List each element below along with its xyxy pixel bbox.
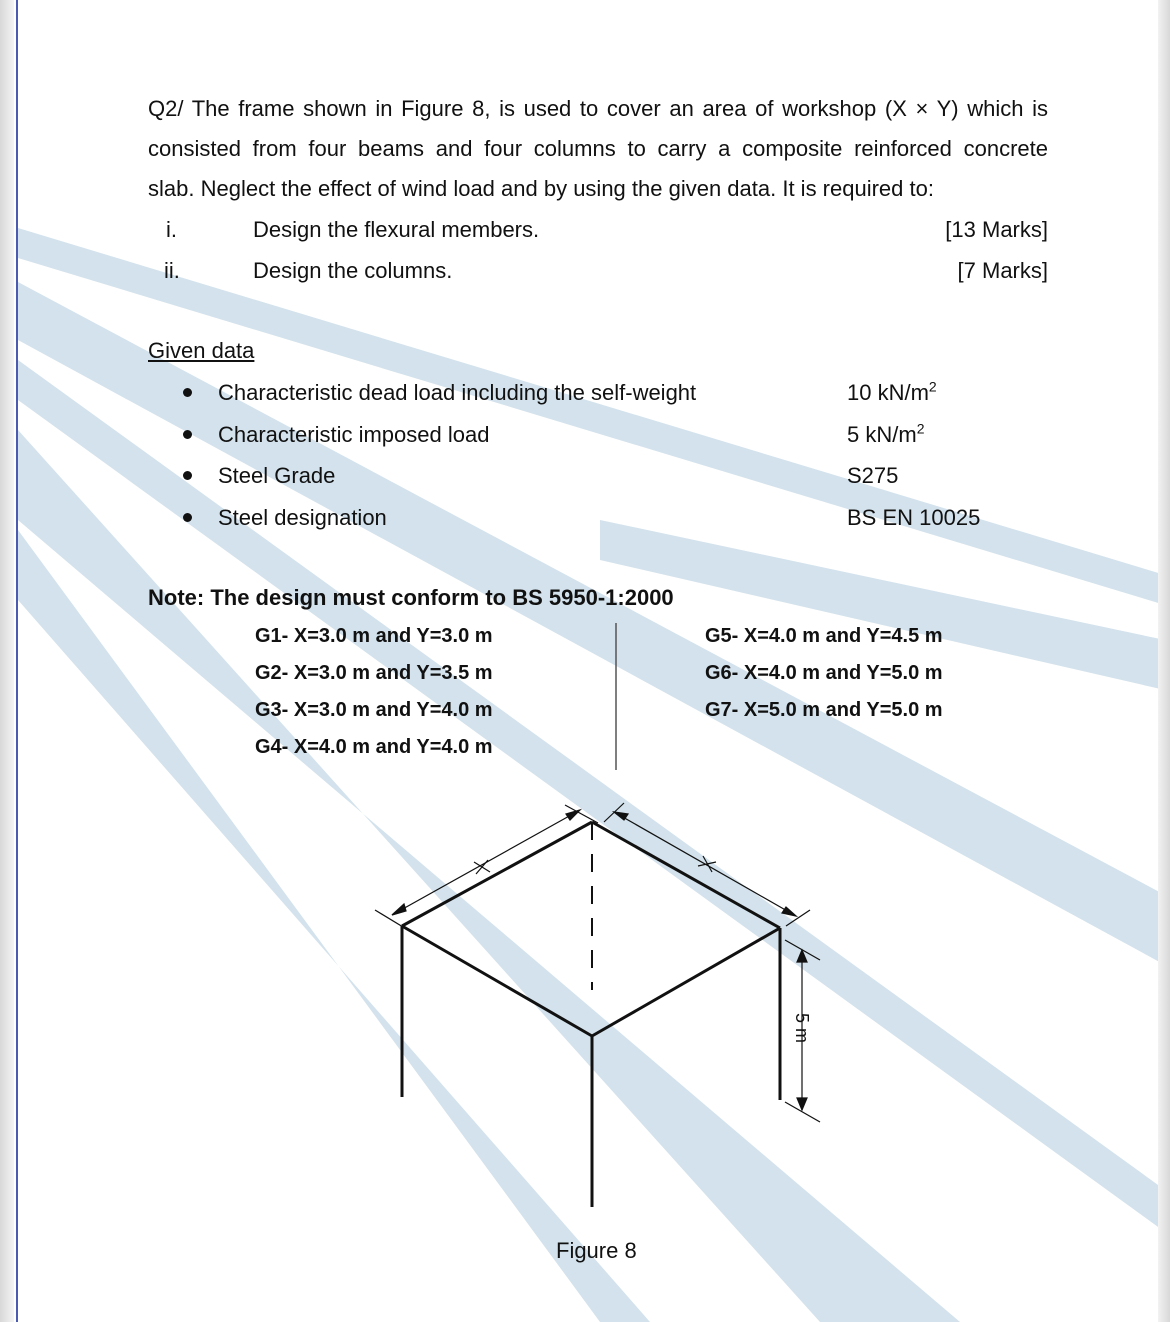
group-g1: G1- X=3.0 m and Y=3.0 m bbox=[255, 625, 493, 647]
group-g6: G6- X=4.0 m and Y=5.0 m bbox=[705, 662, 943, 684]
group-g7: G7- X=5.0 m and Y=5.0 m bbox=[705, 699, 943, 721]
beam-left-front bbox=[402, 926, 592, 1036]
x-arrow-right bbox=[566, 810, 580, 820]
group-g2: G2- X=3.0 m and Y=3.5 m bbox=[255, 662, 493, 684]
given-item-1-sup: 2 bbox=[928, 378, 937, 395]
given-item-3-value: S275 bbox=[847, 463, 899, 488]
y-arrow-bottom bbox=[782, 907, 796, 916]
given-data-heading: Given data bbox=[148, 338, 255, 363]
x-extension-tick-1 bbox=[375, 910, 408, 930]
height-arrow-bottom bbox=[797, 1098, 807, 1110]
given-item-4-value: BS EN 10025 bbox=[847, 505, 981, 530]
given-item-1-value-text: 10 kN/m bbox=[847, 380, 929, 405]
given-item-2-sup: 2 bbox=[916, 420, 925, 437]
task-1-number: i. bbox=[166, 217, 177, 242]
given-item-3-label: Steel Grade bbox=[218, 463, 336, 488]
design-note: Note: The design must conform to BS 5950-1:2000 bbox=[148, 585, 674, 610]
task-2-text: Design the columns. bbox=[253, 258, 453, 283]
task-2-number: ii. bbox=[164, 258, 180, 283]
given-item-2-value-text: 5 kN/m bbox=[847, 422, 917, 447]
given-item-4-label: Steel designation bbox=[218, 505, 387, 530]
beam-left-back bbox=[402, 822, 592, 926]
height-label: 5 m bbox=[792, 1013, 812, 1044]
beam-right-front bbox=[592, 928, 780, 1036]
given-item-2-label: Characteristic imposed load bbox=[218, 422, 490, 447]
x-arrow-left bbox=[392, 904, 406, 915]
task-1-text: Design the flexural members. bbox=[253, 217, 540, 242]
group-g4: G4- X=4.0 m and Y=4.0 m bbox=[255, 736, 493, 758]
beam-right-back bbox=[592, 822, 780, 928]
group-g5: G5- X=4.0 m and Y=4.5 m bbox=[705, 625, 943, 647]
task-2-marks: [7 Marks] bbox=[957, 258, 1048, 283]
given-item-1-label: Characteristic dead load including the self-weight bbox=[218, 380, 697, 405]
question-line-2: consisted from four beams and four columns to carry a composite reinforced concrete bbox=[148, 136, 1048, 161]
figure-caption: Figure 8 bbox=[556, 1238, 637, 1263]
question-line-3: slab. Neglect the effect of wind load and by using the given data. It is required to: bbox=[148, 176, 934, 201]
task-1-marks: [13 Marks] bbox=[945, 217, 1048, 242]
question-line-1: Q2/ The frame shown in Figure 8, is used to cover an area of workshop (X × Y) which is bbox=[148, 96, 1048, 121]
group-g3: G3- X=3.0 m and Y=4.0 m bbox=[255, 699, 493, 721]
